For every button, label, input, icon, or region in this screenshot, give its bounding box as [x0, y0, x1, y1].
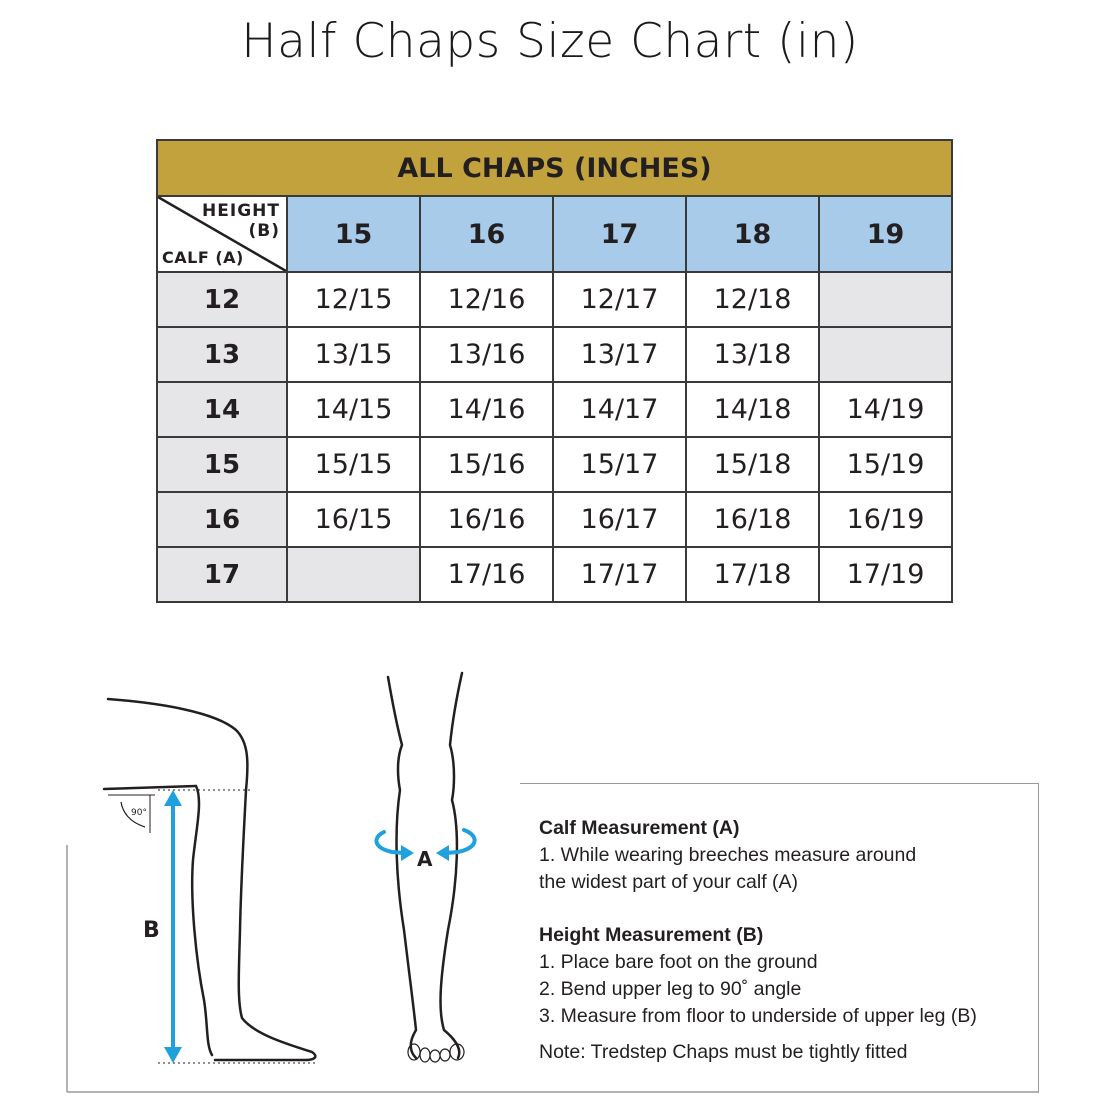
- size-cell: 16/15: [287, 492, 420, 547]
- side-leg-illustration: [104, 699, 315, 1060]
- size-cell: 13/18: [686, 327, 819, 382]
- right-angle-marker: [108, 795, 155, 833]
- empty-cell: [819, 272, 952, 327]
- fit-note: Note: Tredstep Chaps must be tightly fitted: [539, 1041, 908, 1063]
- column-header: 17: [553, 196, 686, 272]
- row-header: 12: [157, 272, 287, 327]
- calf-measurement-heading: Calf Measurement (A): [539, 817, 740, 839]
- toes-icon: [408, 1044, 464, 1062]
- table-row: [157, 437, 952, 492]
- size-cell: 17/16: [420, 547, 553, 602]
- row-header: 17: [157, 547, 287, 602]
- table-row: [157, 327, 952, 382]
- calf-arrow-head-left: [436, 845, 449, 861]
- height-label-code: (B): [248, 221, 280, 241]
- calf-a-label: A: [417, 847, 433, 871]
- size-cell: 13/15: [287, 327, 420, 382]
- size-cell: 12/17: [553, 272, 686, 327]
- column-header: 19: [819, 196, 952, 272]
- size-cell: 12/18: [686, 272, 819, 327]
- size-cell: 15/19: [819, 437, 952, 492]
- angle-label: 90°: [131, 808, 147, 818]
- instructions-text: [539, 815, 977, 1066]
- height-step: 1. Place bare foot on the ground: [539, 951, 818, 973]
- row-header: 16: [157, 492, 287, 547]
- size-cell: 17/17: [553, 547, 686, 602]
- table-row: [157, 272, 952, 327]
- row-header: 13: [157, 327, 287, 382]
- height-step: 2. Bend upper leg to 90˚ angle: [539, 978, 802, 1000]
- height-b-label: B: [143, 918, 160, 943]
- calf-axis-label: CALF (A): [162, 248, 244, 267]
- size-cell: 17/18: [686, 547, 819, 602]
- size-cell: 14/16: [420, 382, 553, 437]
- height-arrow: [164, 790, 182, 1063]
- size-cell: 15/18: [686, 437, 819, 492]
- empty-cell: [287, 547, 420, 602]
- size-cell: 16/19: [819, 492, 952, 547]
- size-cell: 16/18: [686, 492, 819, 547]
- size-cell: 14/15: [287, 382, 420, 437]
- size-cell: 15/17: [553, 437, 686, 492]
- size-cell: 12/15: [287, 272, 420, 327]
- size-cell: 16/17: [553, 492, 686, 547]
- table-row: [157, 547, 952, 602]
- size-cell: 14/18: [686, 382, 819, 437]
- height-measurement-heading: Height Measurement (B): [539, 924, 764, 946]
- size-cell: 16/16: [420, 492, 553, 547]
- page-title: Half Chaps Size Chart (in): [241, 14, 859, 69]
- height-step: 3. Measure from floor to underside of upper leg (B): [539, 1005, 977, 1027]
- table-row: [157, 382, 952, 437]
- table-banner: ALL CHAPS (INCHES): [157, 140, 952, 196]
- size-cell: 14/17: [553, 382, 686, 437]
- size-cell: 17/19: [819, 547, 952, 602]
- size-cell: 15/16: [420, 437, 553, 492]
- corner-header: [157, 196, 287, 272]
- height-label-text: HEIGHT: [202, 201, 280, 221]
- size-chart-table: [156, 139, 953, 603]
- column-header: 18: [686, 196, 819, 272]
- table-row: [157, 492, 952, 547]
- row-header: 14: [157, 382, 287, 437]
- size-cell: 12/16: [420, 272, 553, 327]
- column-header: 16: [420, 196, 553, 272]
- calf-step: 1. While wearing breeches measure around: [539, 844, 917, 866]
- empty-cell: [819, 327, 952, 382]
- size-cell: 13/17: [553, 327, 686, 382]
- size-cell: 15/15: [287, 437, 420, 492]
- calf-step: the widest part of your calf (A): [539, 871, 799, 893]
- row-header: 15: [157, 437, 287, 492]
- header-row: [157, 196, 952, 272]
- size-cell: 14/19: [819, 382, 952, 437]
- calf-arrow-head-right: [401, 845, 414, 861]
- height-axis-label: [202, 201, 280, 241]
- size-cell: 13/16: [420, 327, 553, 382]
- column-header: 15: [287, 196, 420, 272]
